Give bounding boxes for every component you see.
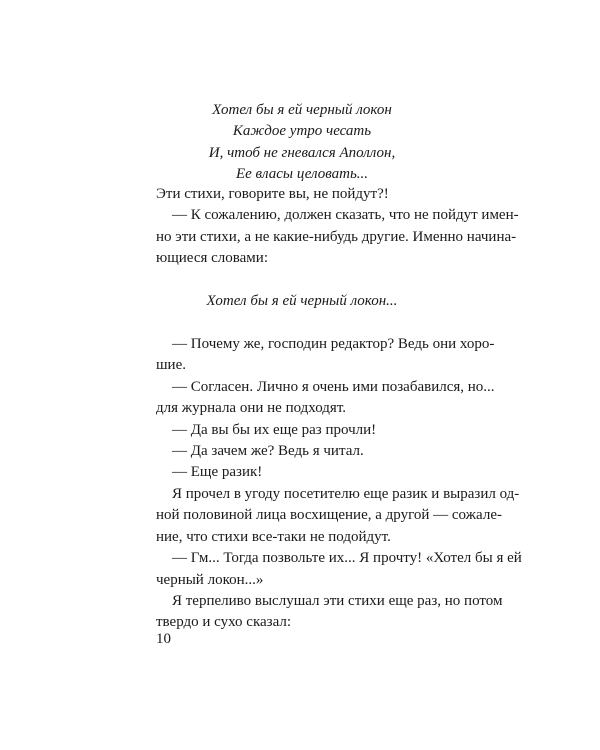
paragraph-line: для журнала они не подходят. — [156, 400, 347, 417]
poem-epigraph — [156, 100, 448, 186]
paragraph-line: ние, что стихи все-таки не подойдут. — [156, 528, 391, 545]
paragraph-line: твердо и сухо сказал: — [156, 614, 292, 631]
paragraph-line: но эти стихи, а не какие-нибудь другие. Именно начина- — [156, 228, 517, 245]
paragraph-line: ющиеся словами: — [156, 250, 268, 267]
poem-line: Ее власы целовать... — [235, 166, 369, 183]
paragraph-line: — К сожалению, должен сказать, что не пойдут имен- — [172, 207, 519, 224]
paragraph-line: Эти стихи, говорите вы, не пойдут?! — [156, 186, 389, 202]
paragraph-line: — Гм... Тогда позвольте их... Я прочту! «Хотел бы я ей — [172, 550, 522, 567]
paragraph-line: шие. — [156, 357, 186, 374]
paragraph-line: черный локон...» — [156, 571, 264, 588]
paragraph-line: Я прочел в угоду посетителю еще разик и выразил од- — [172, 485, 520, 502]
page-number: 10 — [156, 631, 171, 647]
poem-line: Хотел бы я ей черный локон — [212, 102, 392, 118]
paragraph-line: — Да вы бы их еще раз прочли! — [172, 421, 377, 438]
paragraph-line: ной половиной лица восхищение, а другой — сожале- — [156, 507, 502, 524]
paragraph-line: Я терпеливо выслушал эти стихи еще раз, но потом — [172, 592, 503, 609]
paragraph-line: — Да зачем же? Ведь я читал. — [172, 443, 364, 460]
paragraph-line: — Согласен. Лично я очень ими позабавился, но... — [172, 378, 495, 395]
quoted-poem-line: Хотел бы я ей черный локон... — [206, 292, 398, 309]
paragraph-line: — Почему же, господин редактор? Ведь они хоро- — [172, 336, 495, 353]
prose-body — [156, 184, 522, 634]
paragraph-line: — Еще разик! — [172, 464, 263, 481]
poem-line: И, чтоб не гневался Аполлон, — [208, 144, 396, 161]
poem-line: Каждое утро чесать — [232, 123, 372, 140]
